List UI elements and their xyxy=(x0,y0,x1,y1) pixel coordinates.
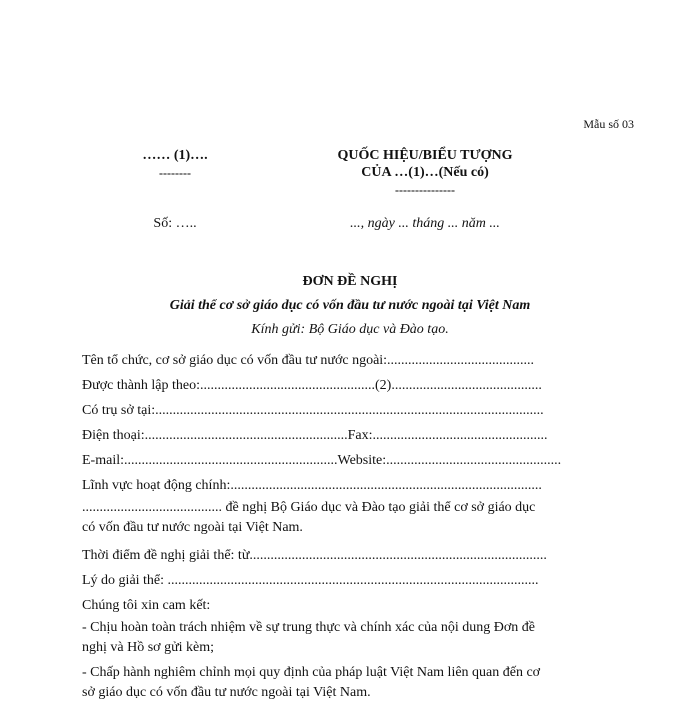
document-body xyxy=(82,348,562,708)
commit-intro: Chúng tôi xin cam kết: xyxy=(82,598,211,613)
commit-item-1: - Chịu hoàn toàn trách nhiệm về sự trung thực và chính xác của nội dung Đơn đề nghị và Hồ sơ gửi kèm; xyxy=(82,620,535,655)
national-emblem-line1: QUỐC HIỆU/BIỂU TƯỢNG xyxy=(337,148,513,163)
established-line: Được thành lập theo:..................................................(2)........................................... xyxy=(82,378,542,393)
issuer-underline: -------- xyxy=(159,166,191,180)
headquarters-line: Có trụ sở tại:............................................................................................................... xyxy=(82,403,544,418)
email-website-line: E-mail:.............................................................Website:.................................................. xyxy=(82,453,562,468)
commit-item-2: - Chấp hành nghiêm chỉnh mọi quy định của pháp luật Việt Nam liên quan đến cơ sở giáo dục có vốn đầu tư nước ngoài tại Việt Nam. xyxy=(82,665,541,700)
document-title: ĐƠN ĐỀ NGHỊ xyxy=(302,274,398,289)
time-line: Thời điểm đề nghị giải thể: từ..................................................................................... xyxy=(82,548,547,563)
national-emblem-line2: CỦA …(1)…(Nếu có) xyxy=(361,165,489,180)
request-paragraph: ........................................ đề nghị Bộ Giáo dục và Đào tạo giải thể cơ sở giáo dục có vốn đầu tư nước ngoài tại Việt Nam. xyxy=(82,500,536,535)
org-name-line: Tên tổ chức, cơ sở giáo dục có vốn đầu tư nước ngoài:.......................................... xyxy=(82,353,535,368)
reason-line: Lý do giải thể: .......................................................................................................... xyxy=(82,573,539,588)
form-code: Mẫu số 03 xyxy=(583,117,634,131)
phone-fax-line: Điện thoại:..........................................................Fax:.................................................. xyxy=(82,428,548,443)
document-subtitle: Giải thể cơ sở giáo dục có vốn đầu tư nước ngoài tại Việt Nam xyxy=(169,298,531,313)
date-line: ..., ngày ... tháng ... năm ... xyxy=(350,216,500,231)
document-number: Số: ….. xyxy=(153,216,197,231)
emblem-underline: --------------- xyxy=(395,183,455,197)
document-recipient: Kính gửi: Bộ Giáo dục và Đào tạo. xyxy=(251,322,449,337)
field-line: Lĩnh vực hoạt động chính:......................................................................................... xyxy=(82,478,542,493)
issuer-name: …… (1)…. xyxy=(142,148,208,163)
